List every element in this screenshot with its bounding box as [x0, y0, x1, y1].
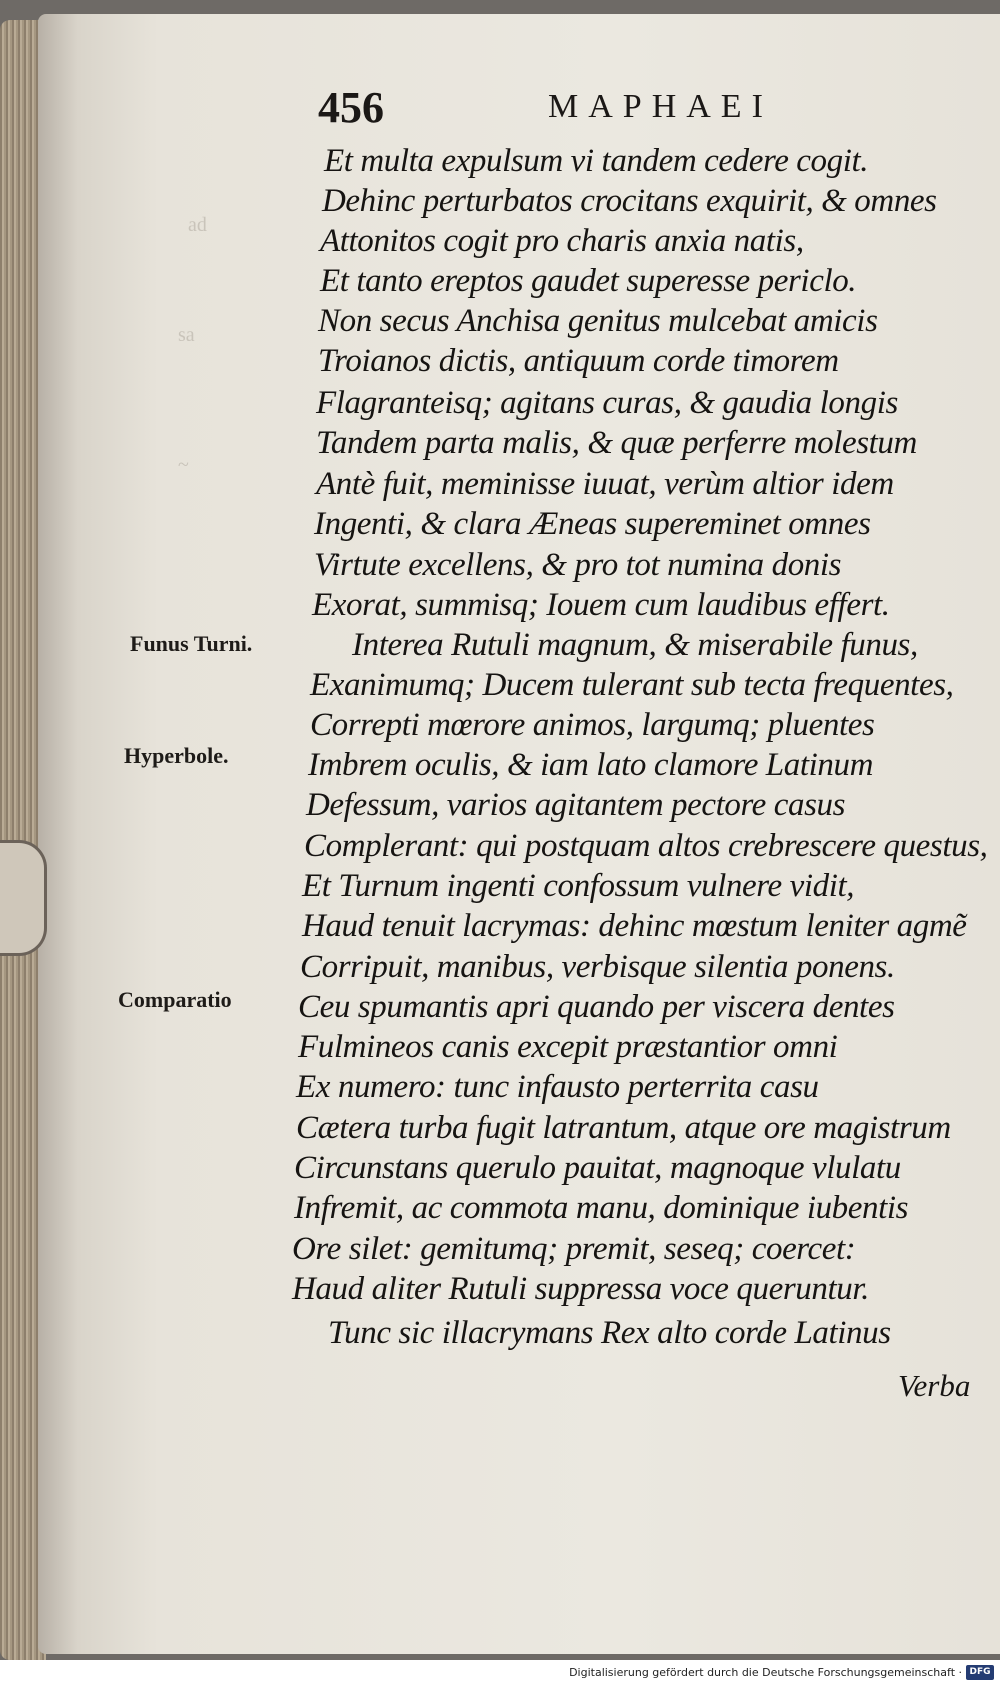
verse-line: Haud aliter Rutuli suppressa voce queruntur.	[292, 1271, 869, 1307]
verse-line: Haud tenuit lacrymas: dehinc mœstum leniter agmẽ	[302, 908, 967, 944]
verse-line: Troianos dictis, antiquum corde timorem	[318, 343, 839, 379]
funding-credit: Digitalisierung gefördert durch die Deutsche Forschungsgemeinschaft ·	[569, 1666, 962, 1679]
book-clasp	[0, 840, 47, 956]
verse-line: Ore silet: gemitumq; premit, seseq; coercet:	[292, 1231, 856, 1267]
verse-line: Et multa expulsum vi tandem cedere cogit.	[324, 143, 869, 179]
verse-line: Interea Rutuli magnum, & miserabile funus,	[352, 627, 918, 663]
verse-line: Non secus Anchisa genitus mulcebat amicis	[318, 303, 878, 339]
verse-line: Fulmineos canis excepit præstantior omni	[298, 1029, 838, 1065]
dfg-logo: DFG	[966, 1665, 994, 1680]
page-header	[318, 82, 818, 132]
verse-line: Dehinc perturbatos crocitans exquirit, & omnes	[322, 183, 937, 219]
verse-line: Corripuit, manibus, verbisque silentia ponens.	[300, 949, 895, 985]
verse-line: Et tanto ereptos gaudet superesse periclo.	[320, 263, 857, 299]
verse-line: Tunc sic illacrymans Rex alto corde Latinus	[328, 1315, 891, 1351]
catchword: Verba	[898, 1368, 971, 1403]
verse-line: Exorat, summisq; Iouem cum laudibus effert.	[312, 587, 890, 623]
margin-note: Hyperbole.	[124, 743, 229, 768]
verse-line: Et Turnum ingenti confossum vulnere vidit,	[302, 868, 855, 904]
verse-line: Defessum, varios agitantem pectore casus	[306, 787, 846, 823]
verse-line: Ex numero: tunc infausto perterrita casu	[296, 1069, 819, 1105]
verse-line: Complerant: qui postquam altos crebrescere questus,	[304, 828, 988, 864]
page-number: 456	[318, 83, 384, 132]
verse-line: Ceu spumantis apri quando per viscera dentes	[298, 989, 895, 1025]
verse-line: Imbrem oculis, & iam lato clamore Latinum	[308, 747, 874, 783]
margin-note: Funus Turni.	[130, 631, 253, 656]
verse-line: Cætera turba fugit latrantum, atque ore magistrum	[296, 1110, 951, 1146]
verse-line: Correpti mœrore animos, largumq; pluentes	[310, 707, 875, 743]
margin-note: Comparatio	[118, 987, 232, 1012]
verse-line: Exanimumq; Ducem tulerant sub tecta frequentes,	[310, 667, 954, 703]
verse-line: Infremit, ac commota manu, dominique iubentis	[294, 1190, 909, 1226]
show-through-mark: ~	[178, 454, 189, 476]
verse-line: Tandem parta malis, & quæ perferre molestum	[316, 425, 917, 461]
show-through-mark: ad	[188, 214, 207, 236]
verse-line: Antè fuit, meminisse iuuat, verùm altior idem	[316, 466, 894, 502]
verse-line: Virtute excellens, & pro tot numina donis	[314, 547, 842, 583]
show-through-mark: sa	[178, 324, 195, 346]
verse-line: Flagranteisq; agitans curas, & gaudia longis	[316, 385, 898, 421]
verse-line: Ingenti, & clara Æneas supereminet omnes	[314, 506, 871, 542]
verse-line: Circunstans querulo pauitat, magnoque vlulatu	[294, 1150, 901, 1186]
digitization-footer	[0, 1662, 1000, 1686]
verse-line: Attonitos cogit pro charis anxia natis,	[320, 223, 804, 259]
running-head: MAPHAEI	[548, 88, 773, 125]
